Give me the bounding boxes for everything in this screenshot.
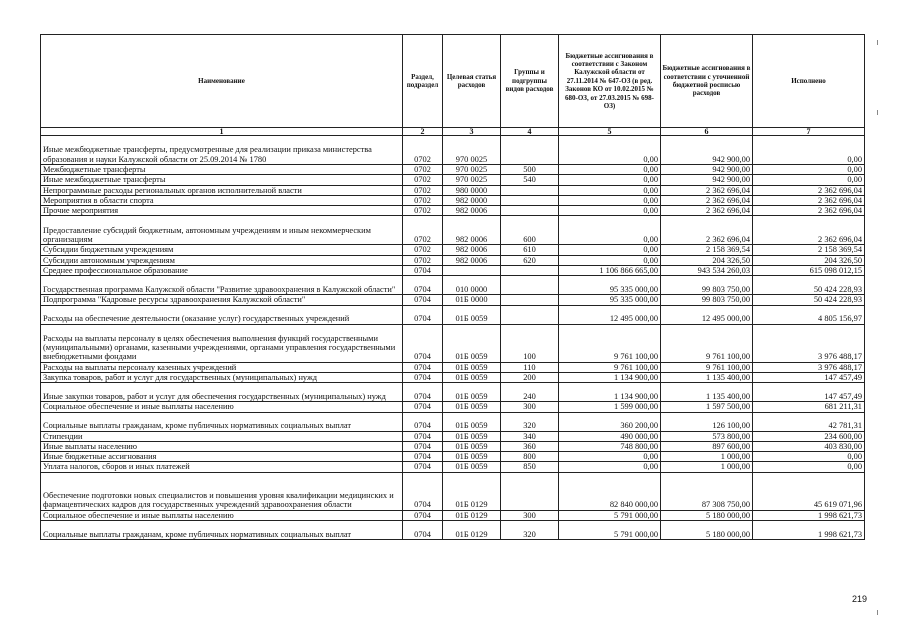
- table-row: [41, 255, 865, 265]
- table-body: [41, 136, 865, 540]
- row-law-allocation: 0,00: [559, 175, 661, 185]
- header-expense-group: Группы и подгруппы видов расходов: [501, 35, 559, 128]
- row-law-allocation: 490 000,00: [559, 431, 661, 441]
- row-executed: 50 424 228,93: [753, 276, 865, 295]
- row-expense-group: 320: [501, 521, 559, 540]
- row-expense-group: 500: [501, 165, 559, 175]
- row-expense-group: 300: [501, 402, 559, 412]
- row-target-article: 01Б 0059: [443, 305, 501, 324]
- row-section: 0702: [403, 165, 443, 175]
- row-section: 0702: [403, 245, 443, 255]
- row-law-allocation: 0,00: [559, 185, 661, 195]
- row-law-allocation: 82 840 000,00: [559, 472, 661, 510]
- row-section: 0704: [403, 521, 443, 540]
- table-row: [41, 324, 865, 362]
- row-law-allocation: 1 106 866 665,00: [559, 266, 661, 276]
- row-executed: 0,00: [753, 452, 865, 462]
- row-name: Расходы на выплаты персоналу казенных учреждений: [41, 362, 403, 372]
- row-target-article: 01Б 0059: [443, 412, 501, 431]
- table-row: [41, 295, 865, 305]
- table-row: [41, 206, 865, 216]
- row-roster-allocation: 1 135 400,00: [661, 372, 753, 382]
- row-executed: 2 362 696,04: [753, 216, 865, 245]
- table-row: [41, 372, 865, 382]
- row-law-allocation: 1 134 900,00: [559, 383, 661, 402]
- row-section: 0702: [403, 136, 443, 165]
- row-name: Субсидии бюджетным учреждениям: [41, 245, 403, 255]
- row-name: Непрограммные расходы региональных органов исполнительной власти: [41, 185, 403, 195]
- row-roster-allocation: 1 597 500,00: [661, 402, 753, 412]
- row-roster-allocation: 5 180 000,00: [661, 510, 753, 520]
- table-row: [41, 383, 865, 402]
- row-roster-allocation: 87 308 750,00: [661, 472, 753, 510]
- table-row: [41, 216, 865, 245]
- table-row: [41, 441, 865, 451]
- row-expense-group: 620: [501, 255, 559, 265]
- table-row: [41, 175, 865, 185]
- row-executed: 0,00: [753, 136, 865, 165]
- row-name: Расходы на обеспечение деятельности (оказание услуг) государственных учреждений: [41, 305, 403, 324]
- column-number: 7: [753, 128, 865, 136]
- row-expense-group: [501, 276, 559, 295]
- row-law-allocation: 0,00: [559, 255, 661, 265]
- row-expense-group: 360: [501, 441, 559, 451]
- row-expense-group: 100: [501, 324, 559, 362]
- row-executed: 234 600,00: [753, 431, 865, 441]
- row-target-article: 01Б 0129: [443, 510, 501, 520]
- row-section: 0702: [403, 175, 443, 185]
- row-roster-allocation: 2 158 369,54: [661, 245, 753, 255]
- row-expense-group: [501, 195, 559, 205]
- row-section: 0704: [403, 452, 443, 462]
- row-target-article: 980 0000: [443, 185, 501, 195]
- row-law-allocation: 5 791 000,00: [559, 521, 661, 540]
- row-name: Субсидии автономным учреждениям: [41, 255, 403, 265]
- edge-mark: [877, 40, 878, 45]
- row-executed: 45 619 071,96: [753, 472, 865, 510]
- row-executed: 0,00: [753, 462, 865, 472]
- row-section: 0704: [403, 510, 443, 520]
- row-name: Среднее профессиональное образование: [41, 266, 403, 276]
- row-law-allocation: 12 495 000,00: [559, 305, 661, 324]
- row-expense-group: [501, 472, 559, 510]
- row-target-article: 01Б 0059: [443, 402, 501, 412]
- row-roster-allocation: 942 900,00: [661, 165, 753, 175]
- table-row: [41, 521, 865, 540]
- row-law-allocation: 360 200,00: [559, 412, 661, 431]
- row-section: 0704: [403, 362, 443, 372]
- table-row: [41, 165, 865, 175]
- row-target-article: 970 0025: [443, 165, 501, 175]
- row-name: Уплата налогов, сборов и иных платежей: [41, 462, 403, 472]
- row-target-article: 982 0006: [443, 245, 501, 255]
- row-section: 0702: [403, 255, 443, 265]
- row-law-allocation: 0,00: [559, 206, 661, 216]
- row-roster-allocation: 1 000,00: [661, 462, 753, 472]
- row-law-allocation: 9 761 100,00: [559, 324, 661, 362]
- row-target-article: 01Б 0000: [443, 295, 501, 305]
- row-roster-allocation: 12 495 000,00: [661, 305, 753, 324]
- row-roster-allocation: 99 803 750,00: [661, 276, 753, 295]
- row-expense-group: 610: [501, 245, 559, 255]
- column-number: 4: [501, 128, 559, 136]
- row-executed: 204 326,50: [753, 255, 865, 265]
- row-name: Государственная программа Калужской области "Развитие здравоохранения в Калужской области": [41, 276, 403, 295]
- row-name: Прочие мероприятия: [41, 206, 403, 216]
- row-law-allocation: 0,00: [559, 165, 661, 175]
- row-roster-allocation: 573 800,00: [661, 431, 753, 441]
- row-roster-allocation: 2 362 696,04: [661, 216, 753, 245]
- row-executed: 1 998 621,73: [753, 510, 865, 520]
- row-roster-allocation: 2 362 696,04: [661, 206, 753, 216]
- row-name: Подпрограмма "Кадровые ресурсы здравоохранения Калужской области": [41, 295, 403, 305]
- row-section: 0702: [403, 195, 443, 205]
- row-roster-allocation: 943 534 260,03: [661, 266, 753, 276]
- row-target-article: 982 0006: [443, 206, 501, 216]
- row-roster-allocation: 5 180 000,00: [661, 521, 753, 540]
- row-executed: 2 158 369,54: [753, 245, 865, 255]
- row-law-allocation: 9 761 100,00: [559, 362, 661, 372]
- row-executed: 2 362 696,04: [753, 206, 865, 216]
- row-executed: 147 457,49: [753, 383, 865, 402]
- row-section: 0704: [403, 441, 443, 451]
- row-target-article: 01Б 0059: [443, 324, 501, 362]
- row-target-article: 010 0000: [443, 276, 501, 295]
- row-executed: 147 457,49: [753, 372, 865, 382]
- row-section: 0704: [403, 295, 443, 305]
- table-row: [41, 276, 865, 295]
- row-roster-allocation: 204 326,50: [661, 255, 753, 265]
- header-section: Раздел, подраздел: [403, 35, 443, 128]
- column-number: 1: [41, 128, 403, 136]
- row-expense-group: 340: [501, 431, 559, 441]
- row-roster-allocation: 9 761 100,00: [661, 362, 753, 372]
- row-name: Закупка товаров, работ и услуг для государственных (муниципальных) нужд: [41, 372, 403, 382]
- row-section: 0702: [403, 216, 443, 245]
- row-target-article: 970 0025: [443, 175, 501, 185]
- row-roster-allocation: 99 803 750,00: [661, 295, 753, 305]
- row-name: Социальное обеспечение и иные выплаты населению: [41, 402, 403, 412]
- row-expense-group: [501, 295, 559, 305]
- table-row: [41, 136, 865, 165]
- row-name: Иные межбюджетные трансферты, предусмотренные для реализации приказа министерства образования и науки Калужской области от 25.09.2014 № 1780: [41, 136, 403, 165]
- row-executed: 1 998 621,73: [753, 521, 865, 540]
- row-executed: 681 211,31: [753, 402, 865, 412]
- row-target-article: 982 0006: [443, 216, 501, 245]
- row-roster-allocation: 2 362 696,04: [661, 185, 753, 195]
- row-name: Социальные выплаты гражданам, кроме публичных нормативных социальных выплат: [41, 521, 403, 540]
- budget-table: [40, 34, 865, 540]
- header-name: Наименование: [41, 35, 403, 128]
- row-target-article: 01Б 0059: [443, 372, 501, 382]
- row-expense-group: [501, 266, 559, 276]
- row-law-allocation: 0,00: [559, 216, 661, 245]
- row-target-article: 970 0025: [443, 136, 501, 165]
- row-expense-group: [501, 206, 559, 216]
- row-name: Иные выплаты населению: [41, 441, 403, 451]
- row-name: Межбюджетные трансферты: [41, 165, 403, 175]
- row-executed: 2 362 696,04: [753, 185, 865, 195]
- row-target-article: 01Б 0129: [443, 472, 501, 510]
- row-name: Иные закупки товаров, работ и услуг для обеспечения государственных (муниципальных) нужд: [41, 383, 403, 402]
- row-law-allocation: 1 599 000,00: [559, 402, 661, 412]
- row-law-allocation: 0,00: [559, 452, 661, 462]
- row-expense-group: 300: [501, 510, 559, 520]
- row-target-article: 01Б 0059: [443, 383, 501, 402]
- row-target-article: 982 0000: [443, 195, 501, 205]
- row-law-allocation: 95 335 000,00: [559, 295, 661, 305]
- row-name: Обеспечение подготовки новых специалистов и повышения уровня квалификации медицинских и фармацевтических кадров для государственных учреждений здравоохранения области: [41, 472, 403, 510]
- row-law-allocation: 0,00: [559, 245, 661, 255]
- row-expense-group: [501, 185, 559, 195]
- row-expense-group: 200: [501, 372, 559, 382]
- row-roster-allocation: 1 000,00: [661, 452, 753, 462]
- header-target-article: Целевая статья расходов: [443, 35, 501, 128]
- row-target-article: 01Б 0059: [443, 462, 501, 472]
- row-executed: 3 976 488,17: [753, 362, 865, 372]
- row-section: 0704: [403, 305, 443, 324]
- row-expense-group: 110: [501, 362, 559, 372]
- row-section: 0704: [403, 266, 443, 276]
- column-number: 3: [443, 128, 501, 136]
- row-section: 0704: [403, 472, 443, 510]
- row-name: Иные межбюджетные трансферты: [41, 175, 403, 185]
- row-section: 0704: [403, 372, 443, 382]
- row-executed: 3 976 488,17: [753, 324, 865, 362]
- row-roster-allocation: 942 900,00: [661, 175, 753, 185]
- table-row: [41, 431, 865, 441]
- header-executed: Исполнено: [753, 35, 865, 128]
- table-row: [41, 305, 865, 324]
- row-name: Социальные выплаты гражданам, кроме публичных нормативных социальных выплат: [41, 412, 403, 431]
- header-law-allocations: Бюджетные ассигнования в соответствии с Законом Калужской области от 27.11.2014 № 647-ОЗ (в ред. Законов КО от 10.02.2015 № 680-ОЗ, от 27.03.2015 № 698-ОЗ): [559, 35, 661, 128]
- row-section: 0704: [403, 412, 443, 431]
- row-expense-group: 240: [501, 383, 559, 402]
- row-target-article: [443, 266, 501, 276]
- table-row: [41, 245, 865, 255]
- row-executed: 403 830,00: [753, 441, 865, 451]
- row-executed: 0,00: [753, 165, 865, 175]
- row-roster-allocation: 897 600,00: [661, 441, 753, 451]
- row-section: 0704: [403, 402, 443, 412]
- row-roster-allocation: 2 362 696,04: [661, 195, 753, 205]
- row-target-article: 01Б 0059: [443, 452, 501, 462]
- row-expense-group: 850: [501, 462, 559, 472]
- row-law-allocation: 5 791 000,00: [559, 510, 661, 520]
- row-target-article: 982 0006: [443, 255, 501, 265]
- row-expense-group: [501, 305, 559, 324]
- row-law-allocation: 0,00: [559, 136, 661, 165]
- row-executed: 2 362 696,04: [753, 195, 865, 205]
- row-law-allocation: 748 800,00: [559, 441, 661, 451]
- row-name: Иные бюджетные ассигнования: [41, 452, 403, 462]
- row-name: Мероприятия в области спорта: [41, 195, 403, 205]
- table-row: [41, 266, 865, 276]
- edge-mark: [877, 610, 878, 615]
- row-roster-allocation: 9 761 100,00: [661, 324, 753, 362]
- table-row: [41, 195, 865, 205]
- row-expense-group: [501, 136, 559, 165]
- row-law-allocation: 1 134 900,00: [559, 372, 661, 382]
- header-roster-allocations: Бюджетные ассигнования в соответствии с уточненной бюджетной росписью расходов: [661, 35, 753, 128]
- row-executed: 0,00: [753, 175, 865, 185]
- row-law-allocation: 95 335 000,00: [559, 276, 661, 295]
- row-target-article: 01Б 0129: [443, 521, 501, 540]
- row-section: 0704: [403, 431, 443, 441]
- row-section: 0704: [403, 276, 443, 295]
- row-section: 0702: [403, 185, 443, 195]
- table-row: [41, 472, 865, 510]
- row-name: Социальное обеспечение и иные выплаты населению: [41, 510, 403, 520]
- row-executed: 50 424 228,93: [753, 295, 865, 305]
- row-target-article: 01Б 0059: [443, 362, 501, 372]
- row-section: 0702: [403, 206, 443, 216]
- row-expense-group: 600: [501, 216, 559, 245]
- row-law-allocation: 0,00: [559, 195, 661, 205]
- page-number: 219: [852, 594, 868, 604]
- row-name: Расходы на выплаты персоналу в целях обеспечения выполнения функций государственными (муниципальными) органами, казенными учреждениями, органами управления государственными внебюджетными фондами: [41, 324, 403, 362]
- row-expense-group: 320: [501, 412, 559, 431]
- column-number: 2: [403, 128, 443, 136]
- row-expense-group: 800: [501, 452, 559, 462]
- table-row: [41, 402, 865, 412]
- column-number: 6: [661, 128, 753, 136]
- row-section: 0704: [403, 383, 443, 402]
- row-executed: 4 805 156,97: [753, 305, 865, 324]
- table-row: [41, 412, 865, 431]
- column-number: 5: [559, 128, 661, 136]
- row-target-article: 01Б 0059: [443, 431, 501, 441]
- table-row: [41, 510, 865, 520]
- table-row: [41, 185, 865, 195]
- row-section: 0704: [403, 324, 443, 362]
- row-executed: 615 098 012,15: [753, 266, 865, 276]
- row-expense-group: 540: [501, 175, 559, 185]
- row-name: Предоставление субсидий бюджетным, автономным учреждениям и иным некоммерческим организациям: [41, 216, 403, 245]
- row-roster-allocation: 126 100,00: [661, 412, 753, 431]
- row-law-allocation: 0,00: [559, 462, 661, 472]
- row-roster-allocation: 942 900,00: [661, 136, 753, 165]
- row-roster-allocation: 1 135 400,00: [661, 383, 753, 402]
- row-executed: 42 781,31: [753, 412, 865, 431]
- row-name: Стипендии: [41, 431, 403, 441]
- edge-mark: [877, 110, 878, 115]
- row-target-article: 01Б 0059: [443, 441, 501, 451]
- table-row: [41, 452, 865, 462]
- table-row: [41, 462, 865, 472]
- row-section: 0704: [403, 462, 443, 472]
- table-row: [41, 362, 865, 372]
